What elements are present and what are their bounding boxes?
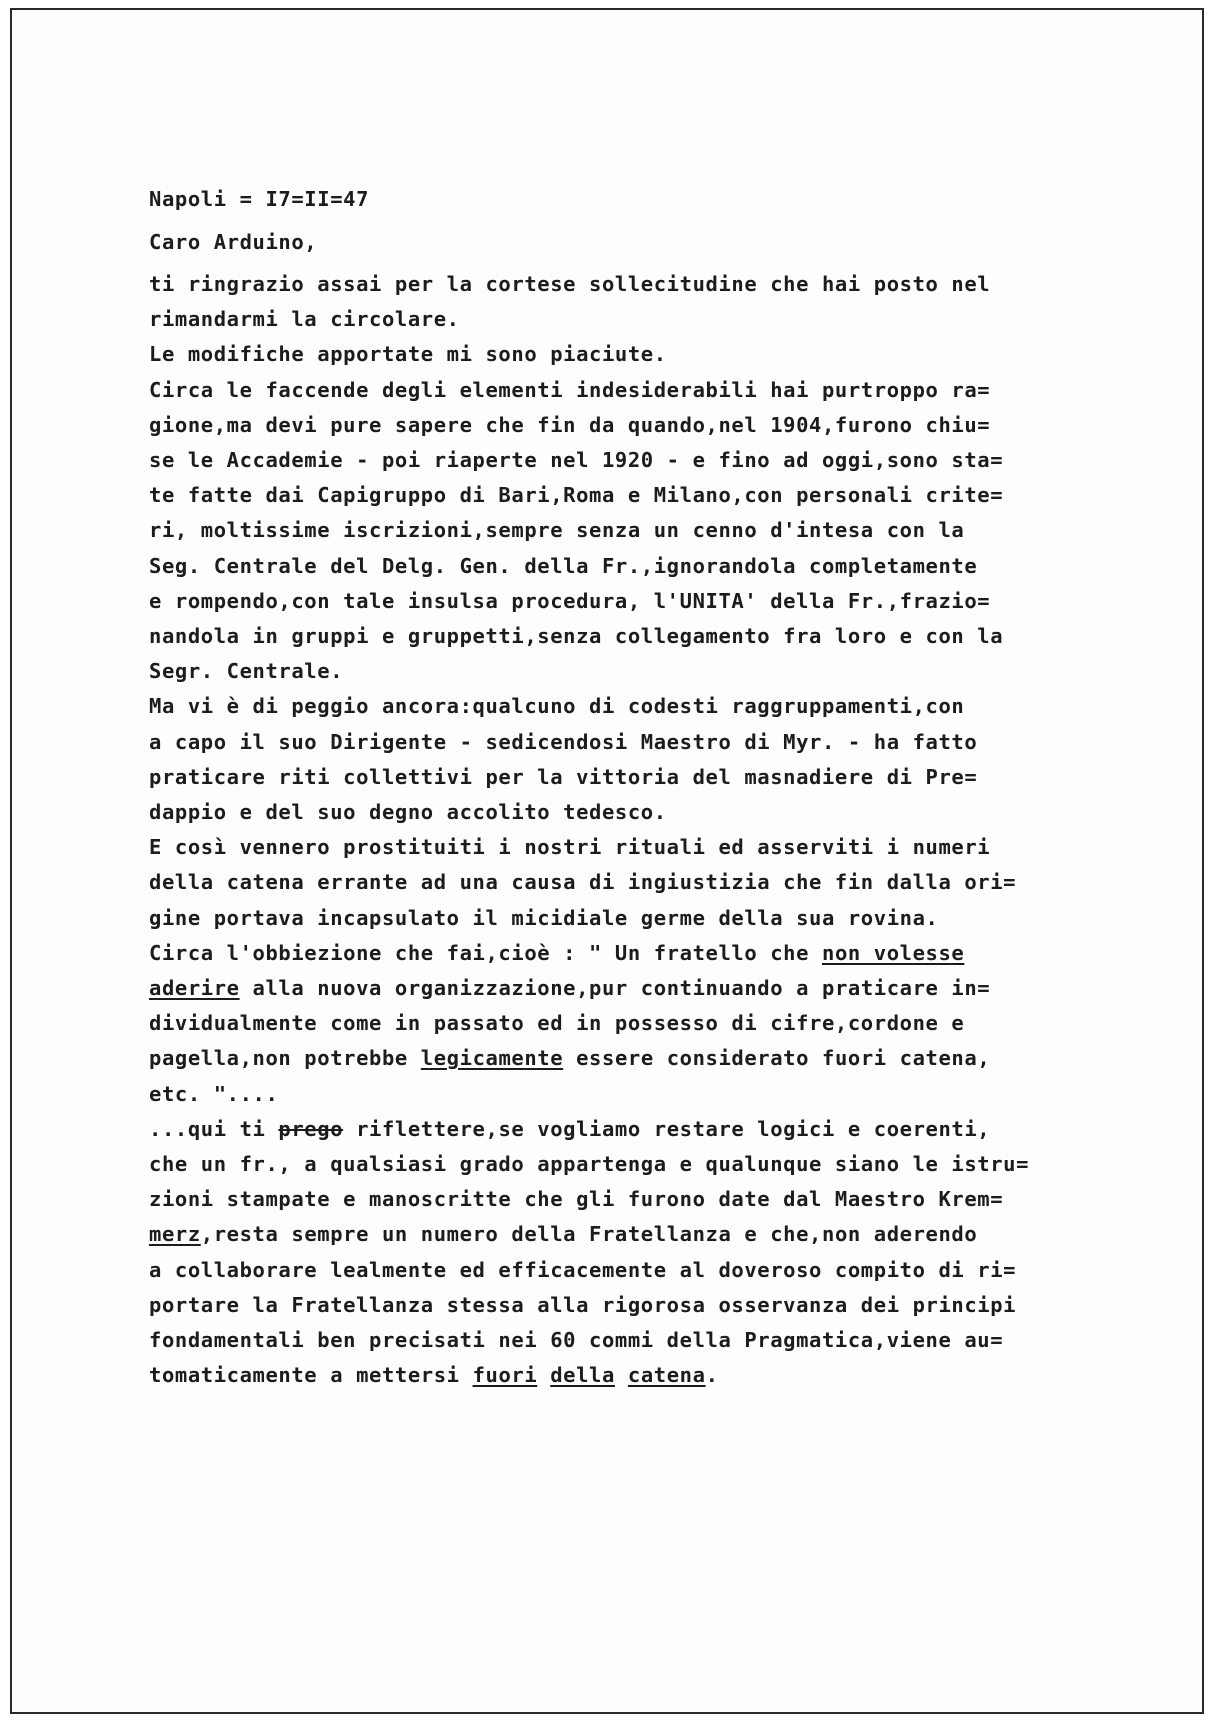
line-text: gione,ma devi pure sapere che fin da quando,nel 1904,furono chiu=: [149, 413, 991, 437]
letter-line: [149, 516, 964, 544]
line-text: [615, 1363, 628, 1387]
letter-line: [149, 657, 343, 685]
letter-line: [149, 1220, 977, 1248]
letter-line: [149, 270, 990, 298]
letter-line: [149, 1009, 964, 1037]
underlined-text: aderire: [149, 976, 240, 1000]
line-text: che un fr., a qualsiasi grado appartenga e qualunque siano le istru=: [149, 1152, 1030, 1176]
salutation: Caro Arduino,: [149, 230, 318, 254]
overtyped-text: prego: [278, 1117, 344, 1141]
letter-line: [149, 587, 990, 615]
underlined-text: fuori: [472, 1363, 538, 1387]
line-text: Segr. Centrale.: [149, 659, 344, 683]
line-text: Le modifiche apportate mi sono piaciute.: [149, 342, 667, 366]
line-text: te fatte dai Capigruppo di Bari,Roma e Milano,con personali crite=: [149, 483, 1004, 507]
line-text: a collaborare lealmente ed efficacemente al doveroso compito di ri=: [149, 1258, 1017, 1282]
letter-line: [149, 1115, 990, 1143]
underlined-text: della: [550, 1363, 615, 1387]
line-text: praticare riti collettivi per la vittoria del masnadiere di Pre=: [149, 765, 978, 789]
letter-line: [149, 446, 1003, 474]
letter-line: [149, 1361, 719, 1389]
underlined-text: legicamente: [420, 1046, 564, 1070]
line-text: nandola in gruppi e gruppetti,senza collegamento fra loro e con la: [149, 624, 1004, 648]
document-page: [10, 8, 1204, 1714]
line-text: dappio e del suo degno accolito tedesco.: [149, 800, 667, 824]
letter-line: [149, 939, 964, 967]
letter-line: [149, 305, 460, 333]
line-text: Circa l'obbiezione che fai,cioè : " Un fratello che: [149, 941, 822, 965]
line-text: ri, moltissime iscrizioni,sempre senza un cenno d'intesa con la: [149, 518, 965, 542]
line-text: rimandarmi la circolare.: [149, 307, 460, 331]
letter-line: [149, 1326, 1003, 1354]
letter-line: [149, 481, 1003, 509]
letter-line: [149, 1185, 1003, 1213]
line-text: gine portava incapsulato il micidiale germe della sua rovina.: [149, 906, 939, 930]
letter-line: [149, 692, 964, 720]
line-text: ...qui ti: [149, 1117, 279, 1141]
line-text: essere considerato fuori catena,: [563, 1046, 991, 1070]
line-text: riflettere,se vogliamo restare logici e coerenti,: [343, 1117, 991, 1141]
letter-line: [149, 1044, 990, 1072]
letter-line: [149, 1291, 1016, 1319]
letter-line: [149, 1256, 1016, 1284]
line-text: Seg. Centrale del Delg. Gen. della Fr.,ignorandola completamente: [149, 554, 978, 578]
letter-line: [149, 1080, 278, 1108]
line-text: pagella,non potrebbe: [149, 1046, 421, 1070]
line-text: .: [705, 1363, 719, 1387]
letter-line: [149, 798, 667, 826]
letter-line: [149, 904, 938, 932]
underlined-text: merz: [149, 1222, 201, 1246]
letter-line: [149, 1150, 1029, 1178]
line-text: a capo il suo Dirigente - sedicendosi Maestro di Myr. - ha fatto: [149, 730, 978, 754]
line-text: zioni stampate e manoscritte che gli furono date dal Maestro Krem=: [149, 1187, 1004, 1211]
line-text: fondamentali ben precisati nei 60 commi della Pragmatica,viene au=: [149, 1328, 1004, 1352]
line-text: portare la Fratellanza stessa alla rigorosa osservanza dei principi: [149, 1293, 1017, 1317]
letter-line: [149, 974, 990, 1002]
line-text: tomaticamente a mettersi: [149, 1363, 473, 1387]
letter-line: [149, 411, 990, 439]
line-text: e rompendo,con tale insulsa procedura, l'UNITA' della Fr.,frazio=: [149, 589, 991, 613]
line-text: E così vennero prostituiti i nostri rituali ed asserviti i numeri: [149, 835, 991, 859]
line-text: ti ringrazio assai per la cortese sollecitudine che hai posto nel: [149, 272, 991, 296]
letter-line: [149, 340, 667, 368]
line-text: della catena errante ad una causa di ingiustizia che fin dalla ori=: [149, 870, 1017, 894]
line-text: etc. "....: [149, 1082, 279, 1106]
line-text: ,resta sempre un numero della Fratellanza e che,non aderendo: [200, 1222, 978, 1246]
letter-line: [149, 868, 1016, 896]
underlined-text: non volesse: [822, 941, 965, 965]
line-text: [537, 1363, 550, 1387]
letter-line: [149, 622, 1003, 650]
line-text: se le Accademie - poi riaperte nel 1920 - e fino ad oggi,sono sta=: [149, 448, 1004, 472]
letter-line: [149, 728, 977, 756]
letter-line: [149, 763, 977, 791]
line-text: Circa le faccende degli elementi indesiderabili hai purtroppo ra=: [149, 378, 991, 402]
letter-line: [149, 833, 990, 861]
dateline: Napoli = I7=II=47: [149, 187, 370, 211]
line-text: alla nuova organizzazione,pur continuando a praticare in=: [239, 976, 991, 1000]
letter-line: [149, 376, 990, 404]
letter-line: [149, 552, 977, 580]
line-text: Ma vi è di peggio ancora:qualcuno di codesti raggruppamenti,con: [149, 694, 965, 718]
underlined-text: catena: [627, 1363, 706, 1387]
line-text: dividualmente come in passato ed in possesso di cifre,cordone e: [149, 1011, 965, 1035]
